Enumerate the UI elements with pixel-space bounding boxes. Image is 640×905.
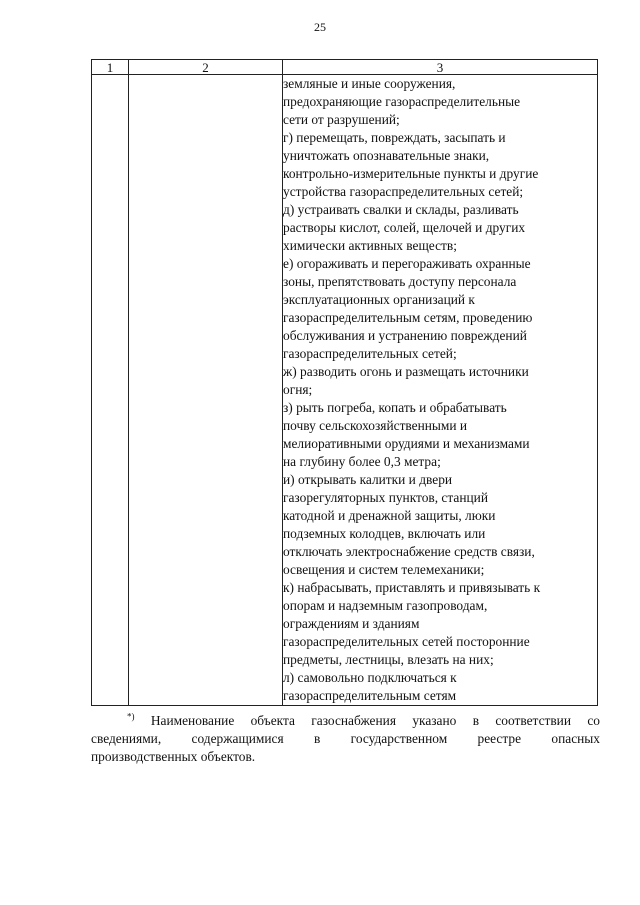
text-line: эксплуатационных организаций к bbox=[283, 292, 475, 307]
text-line: отключать электроснабжение средств связи, bbox=[283, 544, 535, 559]
page-number: 25 bbox=[314, 20, 326, 34]
table-header-row bbox=[92, 60, 598, 75]
footnote bbox=[91, 712, 600, 766]
text-line: л) самовольно подключаться к bbox=[283, 670, 457, 685]
table-row bbox=[92, 75, 598, 706]
text-line: опорам и надземным газопроводам, bbox=[283, 598, 488, 613]
regulation-table bbox=[91, 59, 598, 706]
text-line: ж) разводить огонь и размещать источники bbox=[283, 364, 529, 379]
cell-col-1 bbox=[92, 75, 129, 706]
cell-col-3 bbox=[283, 75, 598, 706]
text-line: газораспределительным сетям bbox=[283, 688, 457, 703]
footnote-text-1: Наименование объекта газоснабжения указано в соответствии со bbox=[150, 713, 600, 728]
footnote-line-2: сведениями, содержащимися в государственном реестре опасных bbox=[91, 731, 600, 746]
text-line: к) набрасывать, приставлять и привязывать к bbox=[283, 580, 541, 595]
column-header-1: 1 bbox=[92, 60, 129, 75]
footnote-line-3: производственных объектов. bbox=[91, 749, 256, 764]
text-line: контрольно-измерительные пункты и другие bbox=[283, 166, 539, 181]
text-line: газорегуляторных пунктов, станций bbox=[283, 490, 489, 505]
text-line: зоны, препятствовать доступу персонала bbox=[283, 274, 517, 289]
text-line: и) открывать калитки и двери bbox=[283, 472, 453, 487]
column-header-2: 2 bbox=[129, 60, 283, 75]
text-line: сети от разрушений; bbox=[283, 112, 400, 127]
text-line: мелиоративными орудиями и механизмами bbox=[283, 436, 530, 451]
text-line: газораспределительных сетей; bbox=[283, 346, 457, 361]
text-line: газораспределительным сетям, проведению bbox=[283, 310, 533, 325]
footnote-line-1 bbox=[91, 712, 600, 730]
cell-col-2 bbox=[129, 75, 283, 706]
column-header-3: 3 bbox=[283, 60, 598, 75]
text-line: на глубину более 0,3 метра; bbox=[283, 454, 441, 469]
text-line: катодной и дренажной защиты, люки bbox=[283, 508, 496, 523]
text-line: освещения и систем телемеханики; bbox=[283, 562, 485, 577]
text-line: обслуживания и устранению повреждений bbox=[283, 328, 527, 343]
footnote-marker: *) bbox=[127, 711, 135, 722]
text-line: г) перемещать, повреждать, засыпать и bbox=[283, 130, 506, 145]
text-line: е) огораживать и перегораживать охранные bbox=[283, 256, 531, 271]
text-line: химически активных веществ; bbox=[283, 238, 457, 253]
text-line: предохраняющие газораспределительные bbox=[283, 94, 521, 109]
text-line: подземных колодцев, включать или bbox=[283, 526, 486, 541]
text-line: земляные и иные сооружения, bbox=[283, 76, 456, 91]
text-line: ограждениям и зданиям bbox=[283, 616, 420, 631]
text-line: огня; bbox=[283, 382, 313, 397]
text-line: почву сельскохозяйственными и bbox=[283, 418, 468, 433]
text-line: устройства газораспределительных сетей; bbox=[283, 184, 524, 199]
text-line: предметы, лестницы, влезать на них; bbox=[283, 652, 494, 667]
text-line: растворы кислот, солей, щелочей и других bbox=[283, 220, 526, 235]
text-line: газораспределительных сетей посторонние bbox=[283, 634, 530, 649]
text-line: уничтожать опознавательные знаки, bbox=[283, 148, 490, 163]
text-line: д) устраивать свалки и склады, разливать bbox=[283, 202, 519, 217]
text-line: з) рыть погреба, копать и обрабатывать bbox=[283, 400, 507, 415]
